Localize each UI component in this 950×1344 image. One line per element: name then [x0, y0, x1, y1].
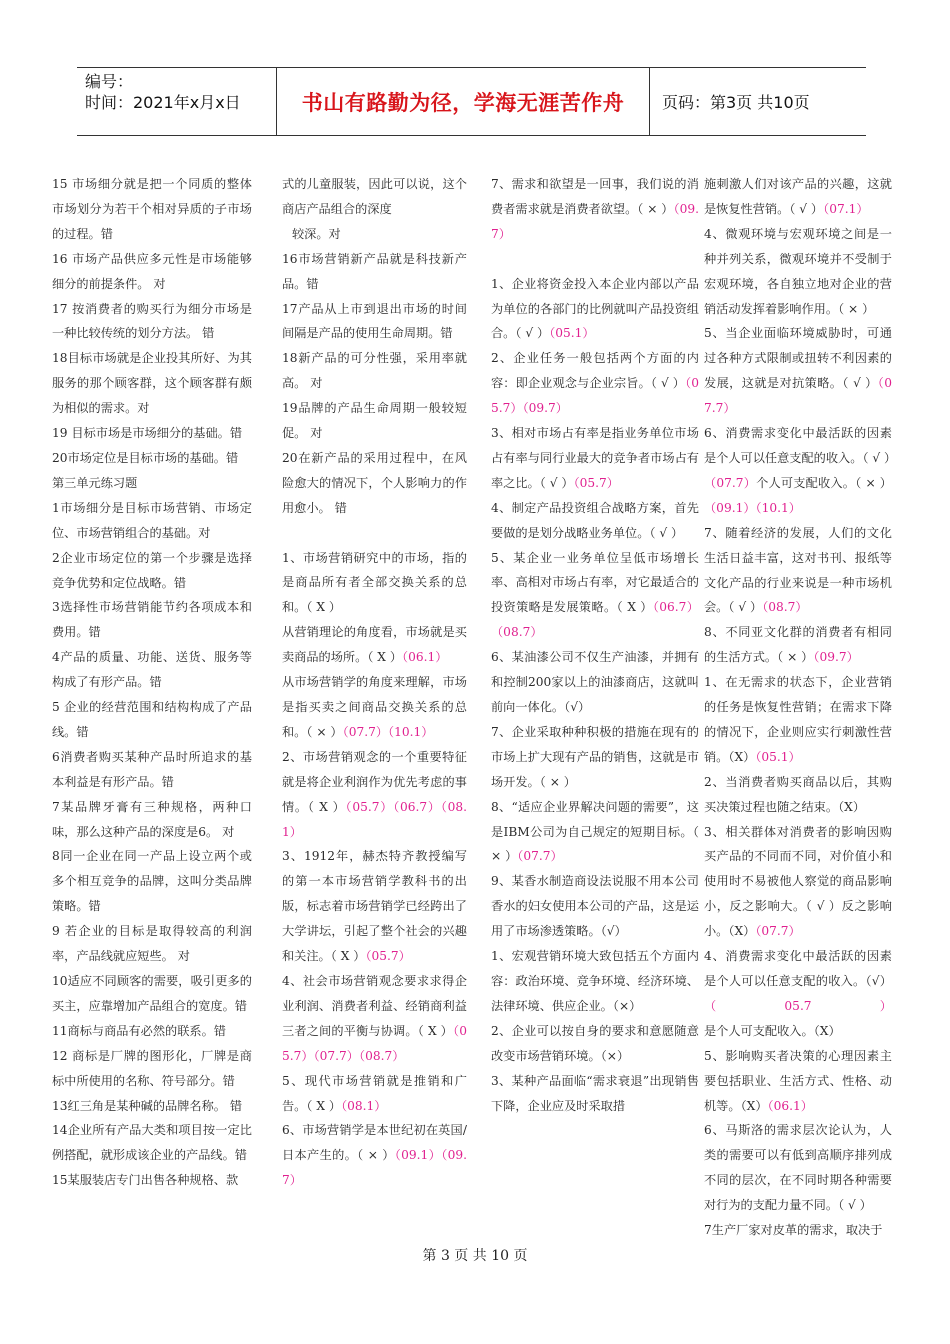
column-4 [704, 172, 897, 1243]
paragraph [52, 595, 252, 645]
paragraph [704, 820, 892, 945]
paragraph [704, 222, 892, 322]
paragraph-text: 3、相关群体对消费者的影响因购买产品的不同而不同，对价值小和使用时不易被他人察觉的商品影响小，反之影响大。（ √ ）反之影响小。（X） [704, 824, 892, 939]
paragraph-text: 12 商标是厂牌的图形化，厂牌是商标中所使用的名称、符号部分。错 [52, 1048, 252, 1088]
paragraph [52, 1044, 252, 1094]
paragraph [52, 645, 252, 695]
paragraph [491, 1069, 699, 1119]
paragraph-text: 20在新产品的采用过程中，在风险愈大的情况下，个人影响力的作用愈小。 错 [282, 450, 467, 515]
paragraph [282, 521, 467, 546]
paragraph-text: 1、在无需求的状态下，企业营销的任务是恢复性营销；在需求下降的情况下，企业则应实行刺激性营销。（X） [704, 675, 892, 764]
paragraph-text: 6、某油漆公司不仅生产油漆，并拥有和控制200家以上的油漆商店，这就叫前向一体化。（√） [491, 650, 699, 715]
paragraph-text: 2企业市场定位的第一个步骤是选择竞争优势和定位战略。错 [52, 550, 252, 590]
paragraph-text: 5、现代市场营销就是推销和广告。（ X ） [282, 1073, 467, 1113]
paragraph [52, 695, 252, 745]
exam-year-tag: （08.1） [341, 1098, 387, 1113]
paragraph-text: 个人可支配收入。（ × ） [756, 475, 892, 490]
exam-year-tag: （09.1）（09.7） [282, 1148, 467, 1188]
exam-year-tag: （07.7）（10.1） [342, 724, 434, 739]
exam-year-tag: （06.7）（08.7） [491, 600, 699, 640]
paragraph [282, 297, 467, 347]
paragraph-text: 8、“适应企业界解决问题的需要”，这是IBM公司为自己规定的短期目标。（ × ） [491, 799, 699, 864]
paragraph [491, 272, 699, 347]
exam-year-tag: （05.7）（06.7）（08.1） [282, 799, 468, 839]
paragraph-text: 16市场营销新产品就是科技新产品。错 [282, 251, 467, 291]
paragraph-text: 4、制定产品投资组合战略方案，首先要做的是划分战略业务单位。（ √ ） [491, 500, 699, 540]
paragraph-text: 5、当企业面临环境威胁时，可通过各种方式限制或扭转不利因素的发展，这就是对抗策略。（ √ ） [704, 326, 892, 391]
paragraph-text: 7、企业采取种种积极的措施在现有的市场上扩大现有产品的销售，这就是市场开发。（ × ） [491, 724, 699, 789]
paragraph-text: 4、微观环境与宏观环境之间是一种并列关系，微观环境并不受制于宏观环境，各自独立地对企业的营销活动发挥着影响作用。（ × ） [704, 226, 892, 316]
exam-year-tag: （09.7） [491, 201, 699, 241]
paragraph-text: 3、1912年，赫杰特齐教授编写的第一本市场营销学教科书的出版，标志着市场营销学已经跨出了大学讲坛，引起了整个社会的兴趣和关注。（ X ） [282, 849, 467, 964]
paragraph [52, 844, 252, 919]
paragraph [52, 1168, 252, 1193]
paragraph [52, 795, 252, 845]
paragraph-text: 7、随着经济的发展，人们的文化生活日益丰富，这对书刊、报纸等文化产品的行业来说是一种市场机会。（ √ ） [704, 525, 892, 615]
header-meta [77, 68, 277, 135]
paragraph-text: 是个人可支配收入。（X） [704, 1023, 841, 1038]
paragraph [491, 869, 699, 944]
paragraph [491, 720, 699, 795]
exam-year-tag: （08.7） [762, 600, 808, 615]
paragraph-text: 1、市场营销研究中的市场，指的是商品所有者全部交换关系的总和。（ X ） [282, 550, 467, 615]
paragraph-text: 第三单元练习题 [52, 475, 138, 490]
paragraph [282, 346, 467, 396]
paragraph [52, 969, 252, 1019]
paragraph [52, 1118, 252, 1168]
paragraph-text: 5、影响购买者决策的心理因素主要包括职业、生活方式、性格、动机等。（X） [704, 1048, 892, 1113]
paragraph [282, 620, 467, 670]
paragraph-text: 16 市场产品供应多元性是市场能够细分的前提条件。 对 [52, 251, 252, 291]
code-label: 编号： [85, 72, 134, 91]
paragraph [491, 795, 699, 870]
paragraph [282, 172, 467, 222]
paragraph-text: 较深。对 [292, 226, 341, 241]
paragraph-text: 6、马斯洛的需求层次论认为，人类的需要可以有低到高顺序排列成不同的层次，在不同时期各种需要对行为的支配力量不同。（ √ ） [704, 1123, 892, 1213]
paragraph [704, 1044, 892, 1119]
exam-year-tag: （07.7） [755, 924, 801, 939]
paragraph [491, 346, 699, 421]
paragraph-text: 施刺激人们对该产品的兴趣，这就是恢复性营销。（ √ ） [704, 177, 892, 216]
paragraph-text: 2、企业任务一般包括两个方面的内容：即企业观念与企业宗旨。（ √ ） [491, 351, 699, 391]
paragraph-text: 19 目标市场是市场细分的基础。错 [52, 426, 243, 441]
paragraph [491, 247, 699, 272]
exam-year-tag: （05.1） [755, 749, 801, 764]
paragraph-text: 从市场营销学的角度来理解，市场是指买卖之间商品交换关系的总和。（ × ） [282, 675, 467, 739]
paragraph-text: 3选择性市场营销能节约各项成本和费用。错 [52, 600, 252, 640]
paragraph [704, 172, 892, 222]
paragraph-text: 9 若企业的目标是取得较高的利润率，产品线就应短些。 对 [52, 924, 252, 964]
exam-year-tag: （05.7） [365, 949, 411, 964]
paragraph-text: 6、市场营销学是本世纪初在英国/日本产生的。（ × ） [282, 1123, 467, 1163]
paragraph-text: 3、相对市场占有率是指业务单位市场占有率与同行业最大的竞争者市场占有率之比。（ √ ） [491, 426, 699, 490]
page-info: 页码：第3页 共10页 [662, 93, 810, 112]
paragraph [282, 222, 467, 247]
paragraph [282, 670, 467, 745]
paragraph [704, 1118, 892, 1218]
paragraph [52, 247, 252, 297]
paragraph [282, 247, 467, 297]
paragraph [282, 745, 467, 845]
paragraph-text: 式的儿童服装，因此可以说，这个商店产品组合的深度 [282, 177, 467, 216]
column-3 [491, 172, 699, 1118]
paragraph-text: 18新产品的可分性强，采用率就高。 对 [282, 351, 467, 391]
paragraph [491, 421, 699, 496]
paragraph [491, 496, 699, 546]
paragraph [704, 620, 892, 670]
paragraph [52, 1019, 252, 1044]
paragraph [282, 1118, 467, 1193]
column-1 [52, 172, 252, 1193]
paragraph [52, 297, 252, 347]
paragraph [52, 172, 252, 247]
paragraph [52, 496, 252, 546]
paragraph [52, 1094, 252, 1119]
paragraph [282, 446, 467, 521]
paragraph [282, 1069, 467, 1119]
paragraph [52, 421, 252, 446]
paragraph-text: 18目标市场就是企业投其所好、为其服务的那个顾客群，这个顾客群有颇为相似的需求。对 [52, 351, 252, 416]
paragraph [491, 944, 699, 1019]
paragraph [704, 944, 892, 1044]
paragraph [491, 645, 699, 720]
paragraph [704, 1218, 892, 1243]
paragraph-text: 2、当消费者购买商品以后，其购买决策过程也随之结束。（X） [704, 774, 892, 814]
paragraph-text: 7、需求和欲望是一回事，我们说的消费者需求就是消费者欲望。（ × ） [491, 177, 699, 216]
paragraph-text: 7生产厂家对皮革的需求，取决于 [704, 1223, 883, 1238]
paragraph [491, 172, 699, 247]
paragraph [704, 670, 892, 770]
exam-year-tag: （07.1） [823, 201, 869, 216]
paragraph [52, 346, 252, 421]
paragraph-text: 5、某企业一业务单位呈低市场增长率、高相对市场占有率，对它最适合的投资策略是发展策略。（ X ） [491, 550, 699, 615]
paragraph [52, 919, 252, 969]
paragraph-text: 4、社会市场营销观念要求求得企业利润、消费者利益、经销商利益三者之间的平衡与协调。（ X ） [282, 973, 467, 1038]
paragraph [282, 969, 467, 1069]
paragraph-text: 15 市场细分就是把一个同质的整体市场划分为若干个相对异质的子市场的过程。错 [52, 177, 252, 241]
exam-year-tag: （09.7） [813, 650, 859, 665]
paragraph-text: 从营销理论的角度看，市场就是买卖商品的场所。（ X ） [282, 625, 467, 665]
paragraph-text: 1市场细分是目标市场营销、市场定位、市场营销组合的基础。对 [52, 500, 252, 540]
paragraph-text: 20市场定位是目标市场的基础。错 [52, 450, 239, 465]
paragraph-text: 2、市场营销观念的一个重要特征就是将企业利润作为优先考虑的事情。（ X ） [282, 749, 467, 814]
paragraph-text: 15某服装店专门出售各种规格、款 [52, 1173, 239, 1188]
time-line: 时间：2021年x月x日 [85, 93, 241, 112]
paragraph [282, 844, 467, 969]
exam-year-tag: （07.7） [704, 475, 757, 490]
paragraph [704, 321, 892, 421]
paragraph [704, 521, 892, 621]
exam-year-tag: （07.7） [517, 849, 563, 864]
paragraph [52, 745, 252, 795]
page-footer: 第 3 页 共 10 页 [422, 1248, 528, 1264]
paragraph [52, 546, 252, 596]
paragraph-text: 2、企业可以按自身的要求和意愿随意改变市场营销环境。（×） [491, 1023, 699, 1063]
motto: 书山有路勤为径，学海无涯苦作舟 [277, 68, 650, 135]
exam-year-tag: （05.7） [573, 475, 619, 490]
exam-year-tag: （05.7） [704, 998, 892, 1013]
paragraph-text: 3、某种产品面临“需求衰退”出现销售下降，企业应及时采取措 [491, 1073, 699, 1113]
exam-year-tag: （05.7）（09.7） [491, 376, 699, 416]
paragraph-text: 1、企业将资金投入本企业内部以产品为单位的各部门的比例就叫产品投资组合。（ √ ） [491, 276, 699, 341]
paragraph-text: 8、不同亚文化群的消费者有相同的生活方式。（ × ） [704, 625, 892, 665]
paragraph [491, 1019, 699, 1069]
paragraph [52, 471, 252, 496]
paragraph [704, 421, 897, 521]
paragraph-text: 13红三角是某种碱的品牌名称。 错 [52, 1098, 243, 1113]
page-header [77, 67, 866, 136]
exam-year-tag: （05.7）（07.7）（08.7） [282, 1023, 468, 1063]
paragraph [282, 396, 467, 446]
exam-year-tag: （05.1） [549, 326, 595, 341]
paragraph-text: 19品牌的产品生命周期一般较短促。 对 [282, 401, 467, 441]
paragraph-text: 6、消费需求变化中最活跃的因素是个人可以任意支配的收入。（ √ ） [704, 426, 897, 465]
paragraph-text: 11商标与商品有必然的联系。错 [52, 1023, 226, 1038]
paragraph-text: 6消费者购买某种产品时所追求的基本利益是有形产品。错 [52, 749, 252, 789]
exam-year-tag: （06.1） [767, 1098, 813, 1113]
paragraph [704, 770, 892, 820]
column-2 [282, 172, 467, 1193]
paragraph-text: 9、某香水制造商设法说服不用本公司香水的妇女使用本公司的产品，这是运用了市场渗透策略。（√） [491, 874, 699, 939]
exam-year-tag: （06.1） [402, 650, 448, 665]
paragraph-text: 4产品的质量、功能、送货、服务等构成了有形产品。错 [52, 650, 252, 690]
paragraph-text: 14企业所有产品大类和项目按一定比例搭配，就形成该企业的产品线。错 [52, 1123, 252, 1163]
paragraph-text: 7某品牌牙膏有三种规格，两种口味，那么这种产品的深度是6。 对 [52, 799, 252, 839]
paragraph-text: 4、消费需求变化中最活跃的因素是个人可以任意支配的收入。（√） [704, 949, 892, 988]
paragraph-text: 17产品从上市到退出市场的时间间隔是产品的使用生命周期。错 [282, 301, 467, 341]
paragraph-text: 8同一企业在同一产品上设立两个或多个相互竞争的品牌，这叫分类品牌策略。错 [52, 849, 252, 914]
paragraph [52, 446, 252, 471]
paragraph-text: 1、宏观营销环境大致包括五个方面内容：政治环境、竞争环境、经济环境、法律环境、供应企业。（×） [491, 949, 699, 1013]
exam-year-tag: （09.1）（10.1） [704, 500, 801, 515]
paragraph-text: 17 按消费者的购买行为细分市场是一种比较传统的划分方法。 错 [52, 301, 252, 341]
exam-year-tag: （07.7） [704, 376, 893, 416]
paragraph-text: 5 企业的经营范围和结构构成了产品线。错 [52, 700, 252, 739]
paragraph-text: 10适应不同顾客的需要，吸引更多的买主，应靠增加产品组合的宽度。错 [52, 974, 252, 1013]
paragraph [282, 546, 467, 621]
paragraph [491, 546, 699, 646]
